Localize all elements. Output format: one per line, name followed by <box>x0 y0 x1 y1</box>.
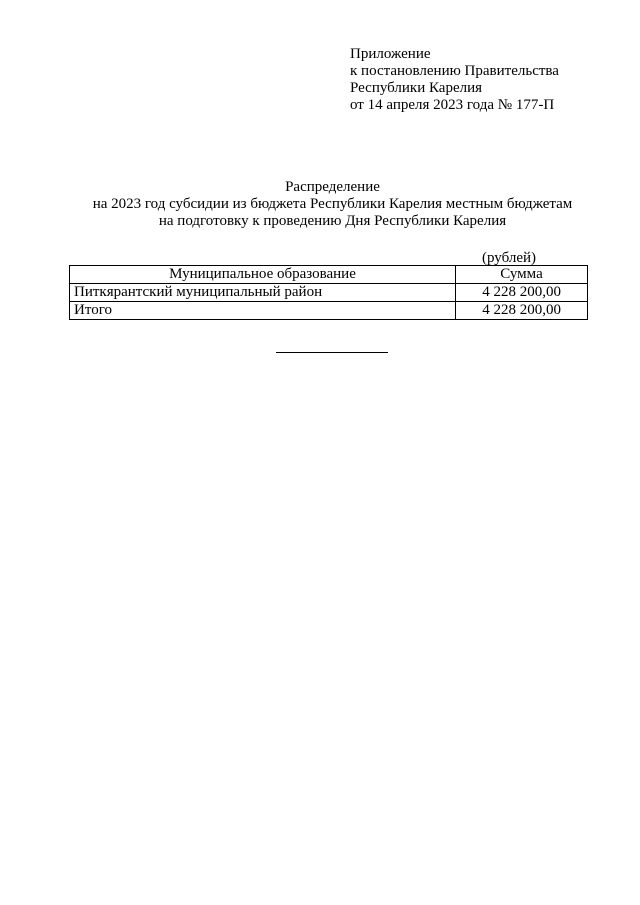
appendix-line: от 14 апреля 2023 года № 177-П <box>350 97 555 113</box>
cell-total-label: Итого <box>70 302 456 320</box>
table-row-total <box>70 302 588 320</box>
closing-rule <box>276 352 388 353</box>
table-header-row <box>70 266 588 284</box>
column-header-municipality: Муниципальное образование <box>70 266 456 284</box>
cell-amount: 4 228 200,00 <box>456 284 588 302</box>
appendix-line: Республики Карелия <box>350 80 483 96</box>
cell-municipality: Питкярантский муниципальный район <box>70 284 456 302</box>
cell-total-amount: 4 228 200,00 <box>456 302 588 320</box>
document-title <box>40 179 625 230</box>
appendix-line: Приложение <box>350 46 431 62</box>
column-header-amount: Сумма <box>456 266 588 284</box>
title-line: на подготовку к проведению Дня Республики Карелия <box>158 213 507 229</box>
title-line: на 2023 год субсидии из бюджета Республики Карелия местным бюджетам <box>92 196 573 212</box>
units-label: (рублей) <box>482 250 537 266</box>
title-line: Распределение <box>285 179 380 195</box>
appendix-line: к постановлению Правительства <box>350 63 559 79</box>
distribution-table <box>69 265 588 320</box>
appendix-block <box>350 46 610 114</box>
table-row <box>70 284 588 302</box>
